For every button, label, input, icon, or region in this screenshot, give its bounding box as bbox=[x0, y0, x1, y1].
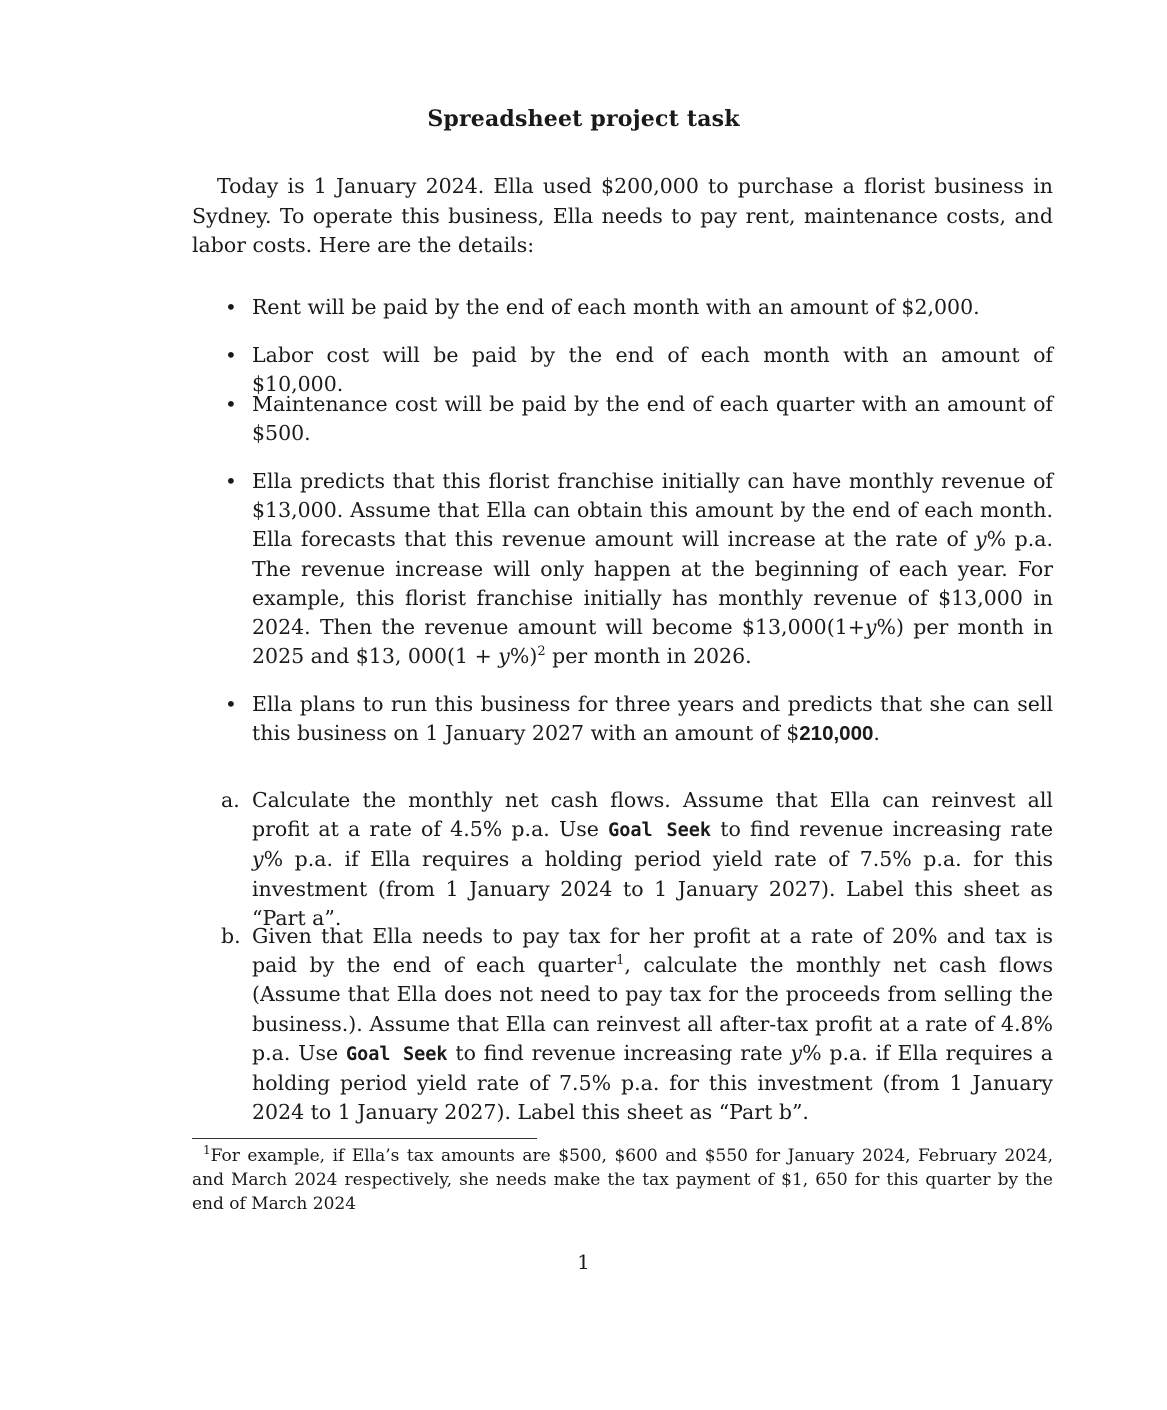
question-b bbox=[221, 922, 1053, 1127]
bullet-sale bbox=[225, 690, 1053, 748]
bullet-revenue bbox=[225, 467, 1053, 671]
revenue-text-5: per month in 2026. bbox=[545, 644, 752, 669]
goal-seek-term: Goal Seek bbox=[608, 820, 712, 842]
variable-y: y bbox=[864, 615, 877, 640]
question-a-text-1: Calculate the monthly net cash flows. Assume that Ella can reinvest all profit at a rate of 4.5% p.a. Use bbox=[252, 788, 1053, 842]
question-a-label: a. bbox=[221, 788, 240, 812]
bullet-maintenance bbox=[225, 390, 1053, 448]
bullet-icon: • bbox=[225, 469, 237, 493]
sale-text-2: . bbox=[873, 721, 880, 746]
footnote-ref: 1 bbox=[616, 953, 625, 969]
question-b-text-2: , calculate the monthly net cash flows (Assume that Ella does not need to pay tax for the proceeds from selling the business.). Assume that Ella can reinvest all after-tax profit at a rate of 4.8% p.a. Use bbox=[252, 953, 1053, 1065]
bullet-rent bbox=[225, 293, 1053, 322]
question-a-text-3: % p.a. if Ella requires a holding period yield rate of 7.5% p.a. for this investment (from 1 January 2024 to 1 January 2027). Label this sheet as “Part a”. bbox=[252, 847, 1053, 930]
goal-seek-term: Goal Seek bbox=[345, 1043, 448, 1065]
question-b-text-3: to find revenue increasing rate bbox=[447, 1040, 791, 1065]
revenue-text-1: Ella predicts that this florist franchise initially can have monthly revenue of $13,000. Assume that Ella can obtain this amount by the end of each month. Ella forecasts that this revenue amount will increase at the rate of bbox=[252, 469, 1053, 552]
revenue-text-3: %) per month in 2025 and $13, 000(1 + bbox=[252, 615, 1053, 669]
variable-y: y bbox=[252, 847, 264, 872]
bullet-icon: • bbox=[225, 295, 237, 319]
intro-paragraph: Today is 1 January 2024. Ella used $200,000 to purchase a florist business in Sydney. To operate this business, Ella needs to pay rent, maintenance costs, and labor costs. Here are the details: bbox=[192, 174, 1053, 257]
question-b-text-1: Given that Ella needs to pay tax for her profit at a rate of 20% and tax is paid by the end of each quarter bbox=[252, 924, 1053, 978]
variable-y: y bbox=[790, 1040, 803, 1065]
bullet-maintenance-text: Maintenance cost will be paid by the end of each quarter with an amount of $500. bbox=[252, 392, 1053, 446]
bullet-icon: • bbox=[225, 392, 237, 416]
revenue-text-4: %) bbox=[509, 644, 538, 669]
footnote-mark: 1 bbox=[203, 1143, 211, 1157]
page-number: 1 bbox=[577, 1250, 590, 1274]
question-a bbox=[221, 786, 1053, 933]
sale-amount: 210,000 bbox=[799, 722, 874, 746]
page-title: Spreadsheet project task bbox=[427, 106, 740, 132]
question-a-text-2: to find revenue increasing rate bbox=[711, 817, 1053, 842]
footnote-text: For example, if Ella’s tax amounts are $500, $600 and $550 for January 2024, February 2024, and March 2024 respectively, she needs make the tax payment of $1, 650 for this quarter by the end of March 2024 bbox=[192, 1146, 1053, 1214]
question-b-label: b. bbox=[221, 924, 241, 948]
revenue-text-2: % p.a. The revenue increase will only happen at the beginning of each year. For example, this florist franchise initially has monthly revenue of $13,000 in 2024. Then the revenue amount will become $13,000(1+ bbox=[252, 527, 1053, 640]
exponent: 2 bbox=[537, 644, 546, 660]
bullet-labor-text: Labor cost will be paid by the end of each month with an amount of $10,000. bbox=[252, 343, 1053, 397]
sale-text-1: Ella plans to run this business for three years and predicts that she can sell this business on 1 January 2027 with an amount of $ bbox=[252, 692, 1053, 746]
bullet-rent-text: Rent will be paid by the end of each month with an amount of $2,000. bbox=[252, 295, 980, 319]
variable-y: y bbox=[498, 644, 510, 669]
bullet-icon: • bbox=[225, 692, 237, 716]
variable-y: y bbox=[974, 527, 987, 552]
bullet-icon: • bbox=[225, 343, 237, 367]
footnote bbox=[192, 1144, 1053, 1216]
question-b-text-4: % p.a. if Ella requires a holding period yield rate of 7.5% p.a. for this investment (from 1 January 2024 to 1 January 2027). Label this sheet as “Part b”. bbox=[252, 1040, 1053, 1125]
footnote-divider bbox=[192, 1138, 537, 1139]
